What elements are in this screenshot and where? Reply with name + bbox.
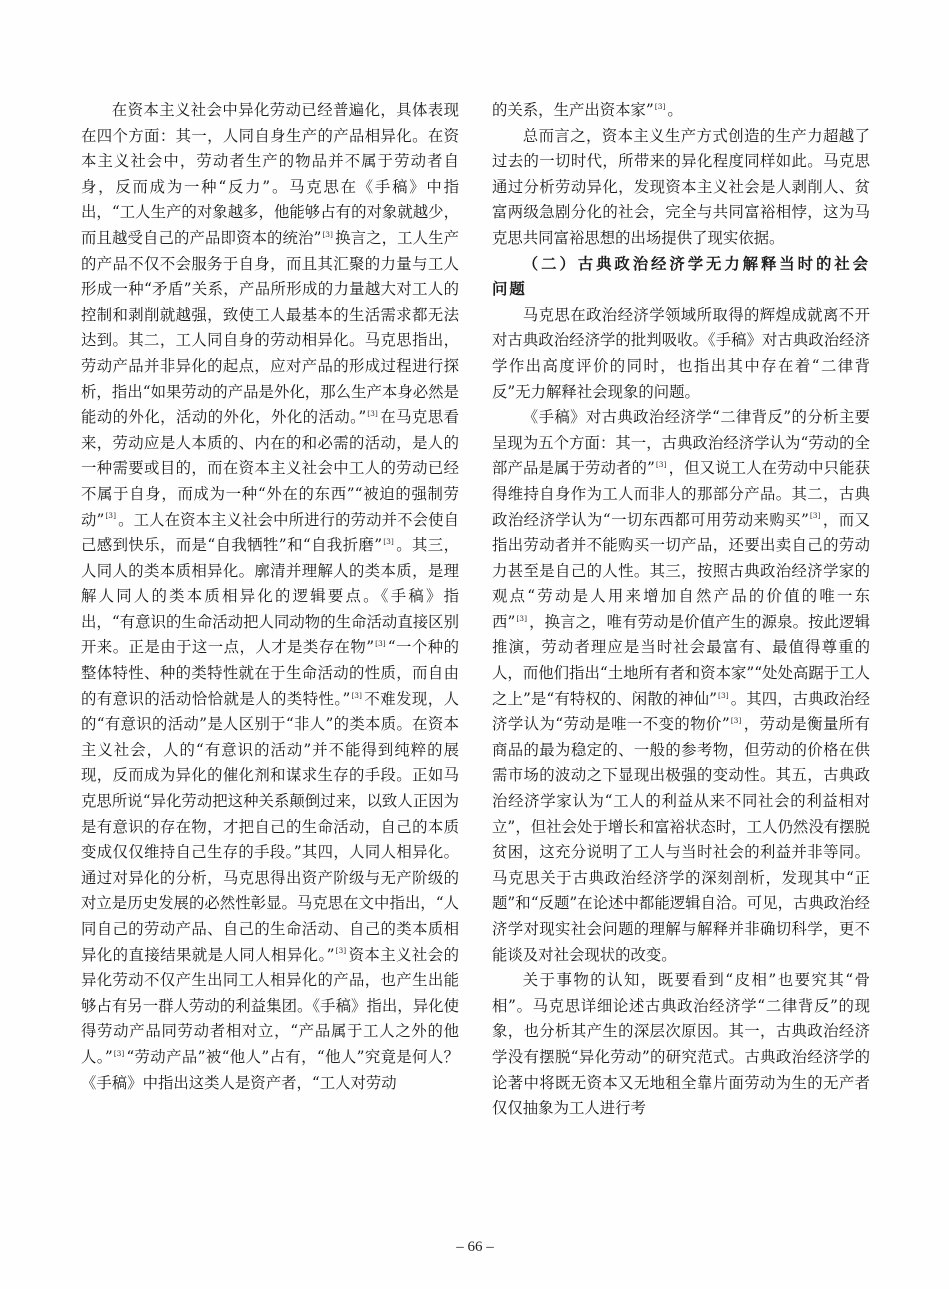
paragraph-text: 换言之，工人生产的产品不仅不会服务于自身，而且其汇聚的力量与工人形成一种“矛盾”关系，产品所形成的力量越大对工人的控制和剥削就越强，致使工人最基本的生活需求都无法达到。其二，工人同自身的劳动相异化。马克思指出，劳动产品并非异化的起点，应对产品的形成过程进行探析，指出“如果劳动的产品是外化，那么生产本身必然是能动的外化，活动的外化，外化的活动。” [81, 228, 459, 427]
citation-marker: [3] [809, 511, 821, 521]
citation-marker: [3] [718, 690, 729, 700]
citation-marker: [3] [113, 1048, 125, 1058]
paragraph: 关于事物的认知，既要看到“皮相”也要究其“骨相”。马克思详细论述古典政治经济学“二律背反”的现象，也分析其产生的深层次原因。其一，古典政治经济学没有摆脱“异化劳动”的研究范式。古典政治经济学的论著中将既无资本又无地租全靠片面劳动为生的无产者仅仅抽象为工人进行考 [492, 971, 870, 1118]
paragraph-text: ，但又说工人在劳动中只能获得维持自身作为工人而非人的那部分产品。其二，古典政治经济学认为“一切东西都可用劳动来购买” [492, 459, 870, 529]
paragraph-text: 。工人在资本主义社会中所进行的劳动并不会使自己感到快乐，而是“自我牺牲”和“自我折磨” [81, 510, 459, 555]
paragraph-text: 《手稿》对古典政治经济学“二律背反”的分析主要呈现为五个方面：其一，古典政治经济学认为“劳动的全部产品是属于劳动者的” [492, 408, 870, 478]
paragraph-text: 的关系，生产出资本家” [492, 101, 654, 119]
paragraph-text: ，换言之，唯有劳动是价值产生的源泉。按此逻辑推演，劳动者理应是当时社会最富有、最值得尊重的人，而他们指出“土地所有者和资本家”“处处高踞于工人之上”是“有特权的、闲散的神仙” [492, 612, 870, 708]
paragraph-text: 。其四，古典政治经济学认为“劳动是唯一不变的物价” [492, 689, 870, 734]
citation-marker: [3] [335, 946, 347, 956]
citation-marker: [3] [367, 409, 378, 418]
paragraph-text: 。其三，人同人的类本质相异化。廓清并理解人的类本质，是理解人同人的类本质相异化的逻辑要点。《手稿》指出，“有意识的生命活动把人同动物的生命活动直接区别开来。正是由于这一点，人才是类存在物” [81, 536, 459, 657]
paragraph-text: 在马克思看来，劳动应是人本质的、内在的和必需的活动，是人的一种需要或目的，而在资本主义社会中工人的劳动已经不属于自身，而成为一种“外在的东西”“被迫的强制劳动” [81, 408, 459, 529]
paragraph: 总而言之，资本主义生产方式创造的生产力超越了过去的一切时代，所带来的异化程度同样如此。马克思通过分析劳动异化，发现资本主义社会是人剥削人、贫富两级急剧分化的社会，完全与共同富裕相悖，这为马克思共同富裕思想的出场提供了现实依据。 [492, 126, 870, 247]
paragraph-text: 。 [667, 101, 683, 119]
paragraph-text: ，而又指出劳动者并不能购买一切产品，还要出卖自己的劳动力甚至是自己的人性。其三，按照古典政治经济学家的观点“劳动是人用来增加自然产品的价值的唯一东西” [492, 510, 870, 631]
citation-marker: [3] [383, 536, 394, 546]
paragraph-text: ，劳动是衡量所有商品的最为稳定的、一般的参考物，但劳动的价格在供需市场的波动之下显现出极强的变动性。其五，古典政治经济学家认为“工人的利益从来不同社会的利益相对立”，但社会处于增长和富裕状态时，工人仍然没有摆脱贫困，这充分说明了工人与当时社会的利益并非等同。马克思关于古典政治经济学的深刻剖析，发现其中“正题”和“反题”在论述中都能逻辑自洽。可见，古典政治经济学对现实社会问题的理解与解释并非确切科学，更不能谈及对社会现状的改变。 [492, 715, 870, 964]
paragraph-text: 资本主义社会的异化劳动不仅产生出同工人相异化的产品，也产生出能够占有另一群人劳动的利益集团。《手稿》指出，异化使得劳动产品同劳动者相对立，“产品属于工人之外的他人。” [81, 945, 459, 1066]
page-number: – 66 – [456, 1239, 494, 1255]
citation-marker: [3] [351, 690, 362, 700]
citation-marker: [3] [105, 511, 116, 521]
section-heading: （二）古典政治经济学无力解释当时的社会问题 [492, 254, 870, 299]
paragraph [81, 98, 459, 1096]
paragraph-continuation [492, 98, 870, 124]
paragraph-text: “劳动产品”被“他人”占有，“他人”究竟是何人？《手稿》中指出这类人是资产者，“工人对劳动 [81, 1047, 459, 1092]
citation-marker: [3] [375, 639, 386, 649]
paragraph: 马克思在政治经济学领域所取得的辉煌成就离不开对古典政治经济学的批判吸收。《手稿》对古典政治经济学作出高度评价的同时，也指出其中存在着“二律背反”无力解释社会现象的问题。 [492, 305, 870, 401]
right-column [492, 98, 870, 1122]
paragraph-text: 在资本主义社会中异化劳动已经普遍化，具体表现在四个方面：其一，人同自身生产的产品相异化。在资本主义社会中，劳动者生产的物品并不属于劳动者自身，反而成为一种“反力”。马克思在《手稿》中指出，“工人生产的对象越多，他能够占有的对象就越少，而且越受自己的产品即资本的统治” [81, 101, 459, 247]
citation-marker: [3] [654, 101, 666, 111]
citation-marker: [3] [730, 716, 742, 726]
paragraph [492, 405, 870, 968]
left-column [81, 98, 459, 1096]
citation-marker: [3] [655, 460, 667, 470]
paragraph-text: 不难发现，人的“有意识的活动”是人区别于“非人”的类本质。在资本主义社会，人的“有意识的活动”并不能得到纯粹的展现，反而成为异化的催化剂和谋求生存的手段。正如马克思所说“异化劳动把这种关系颠倒过来，以致人正因为是有意识的存在物，才把自己的生命活动，自己的本质变成仅仅维持自己生存的手段。”其四，人同人相异化。通过对异化的分析，马克思得出资产阶级与无产阶级的对立是历史发展的必然性彰显。马克思在文中指出，“人同自己的劳动产品、自己的生命活动、自己的类本质相异化的直接结果就是人同人相异化。” [81, 689, 459, 964]
citation-marker: [3] [516, 613, 527, 623]
paragraph-text: “一个种的整体特性、种的类特性就在于生命活动的性质，而自由的有意识的活动恰恰就是人的类特性。” [81, 638, 459, 708]
citation-marker: [3] [322, 229, 333, 239]
